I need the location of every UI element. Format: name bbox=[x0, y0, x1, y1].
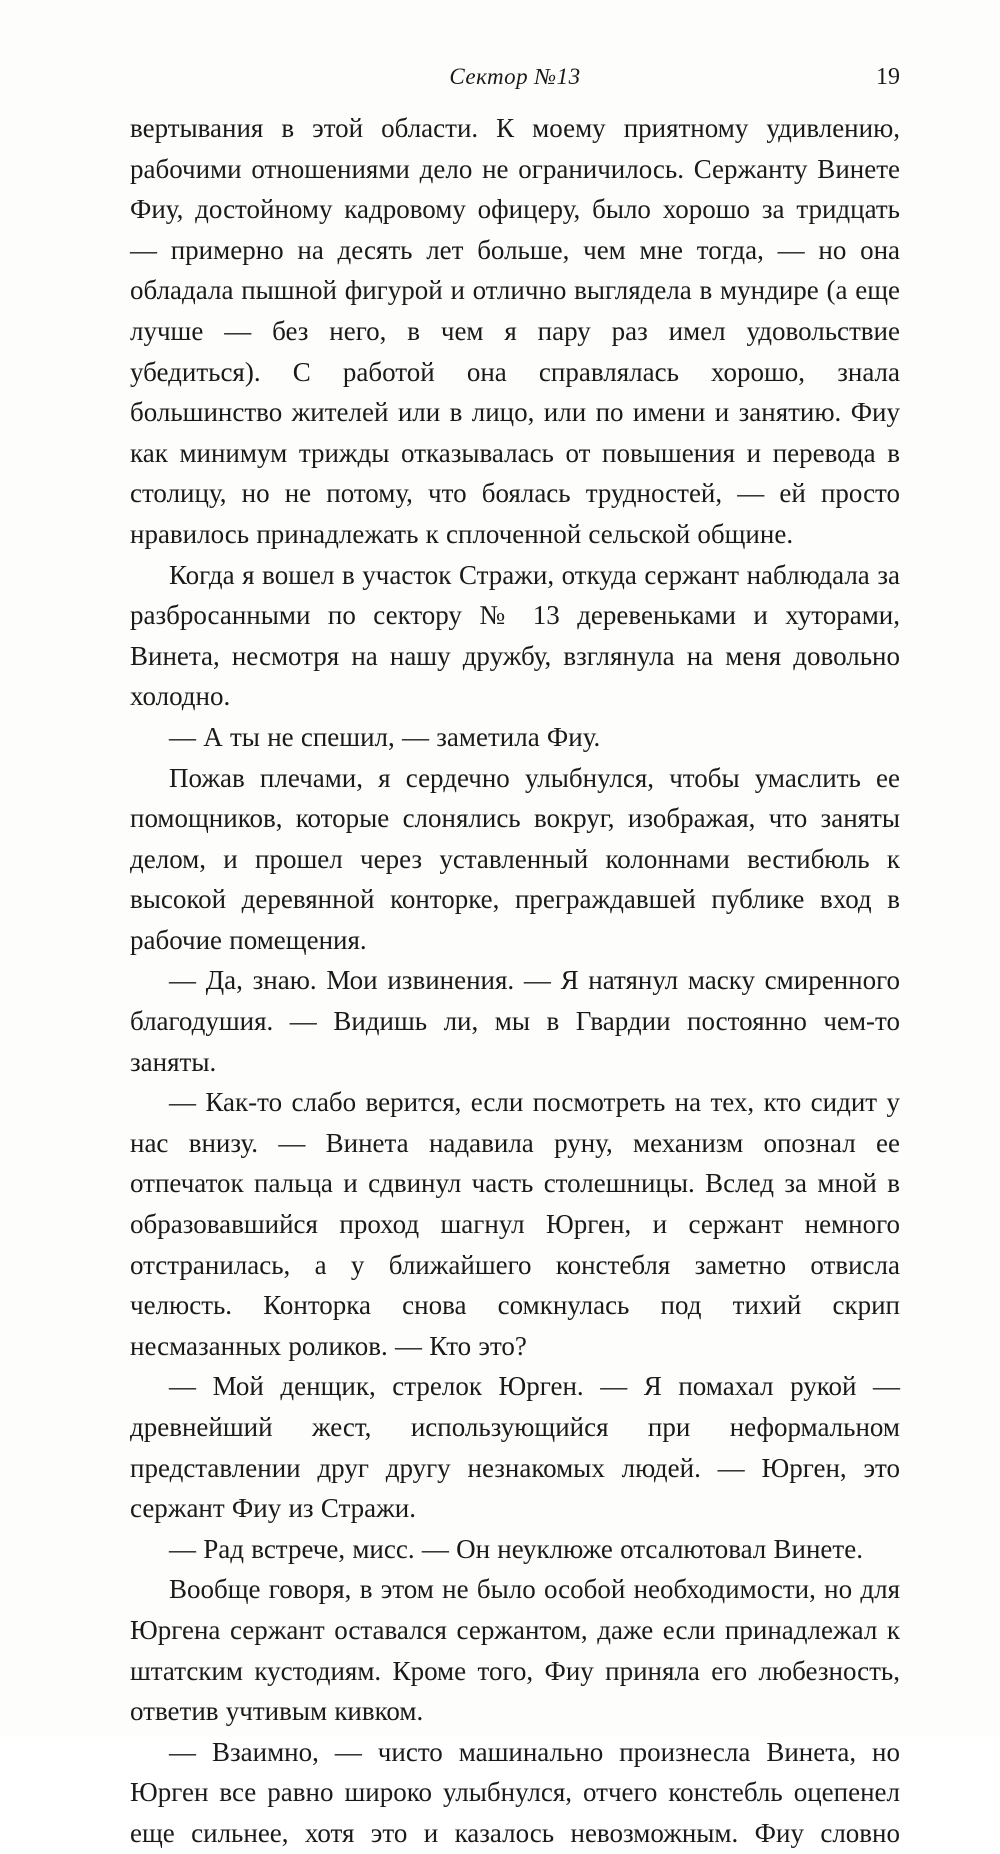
paragraph: Когда я вошел в участок Стражи, откуда сержант наблюдала за разбросанными по сектору № 13 деревеньками и хуторами, Винета, несмотря на нашу дружбу, взглянула на меня довольно холодно. bbox=[130, 559, 900, 712]
page-number: 19 bbox=[876, 64, 900, 90]
dialogue-line: — Как-то слабо верится, если посмотреть на тех, кто сидит у нас внизу. — Винета надавила руну, механизм опознал ее отпечаток пальца и сдвинул часть столешницы. Вслед за мной в образовавшийся проход шагнул Юрген, и сержант немного отстранилась, а у ближайшего констебля заметно отвисла челюсть. Конторка снова сомкнулась под тихий скрип несмазанных роликов. — Кто это? bbox=[130, 1087, 900, 1361]
dialogue-line: — Да, знаю. Мои извинения. — Я натянул маску смиренного благодушия. — Видишь ли, мы в Гвардии постоянно чем-то заняты. bbox=[130, 965, 900, 1077]
dialogue-line: — Взаимно, — чисто машинально произнесла Винета, но Юрген все равно широко улыбнулся, отчего констебль оцепенел еще сильнее, хотя это и казалось невозможным. Фиу словно bbox=[130, 1736, 900, 1848]
body-text bbox=[130, 108, 900, 1854]
dialogue-line: — Рад встрече, мисс. — Он неуклюже отсалютовал Винете. bbox=[169, 1533, 863, 1564]
paragraph: Пожав плечами, я сердечно улыбнулся, чтобы умаслить ее помощников, которые слонялись вокруг, изображая, что заняты делом, и прошел через уставленный колоннами вестибюль к высокой деревянной конторке, преграждавшей публике вход в рабочие помещения. bbox=[130, 762, 900, 955]
paragraph: Вообще говоря, в этом не было особой необходимости, но для Юргена сержант оставался сержантом, даже если принадлежал к штатским кустодиям. Кроме того, Фиу приняла его любезность, ответив учтивым кивком. bbox=[130, 1574, 900, 1727]
running-title: Сектор №13 bbox=[449, 64, 581, 89]
running-head bbox=[130, 62, 900, 92]
paragraph: вертывания в этой области. К моему приятному удивлению, рабочими отношениями дело не ограничилось. Сержанту Винете Фиу, достойному кадровому офицеру, было хорошо за тридцать — примерно на десять лет больше, чем мне тогда, — но она обладала пышной фигурой и отлично выглядела в мундире (а еще лучше — без него, в чем я пару раз имел удовольствие убедиться). С работой она справлялась хорошо, знала большинство жителей или в лицо, или по имени и занятию. Фиу как минимум трижды отказывалась от повышения и перевода в столицу, но не потому, что боялась трудностей, — ей просто нравилось принадлежать к сплоченной сельской общине. bbox=[130, 113, 900, 549]
dialogue-line: — А ты не спешил, — заметила Фиу. bbox=[169, 721, 601, 752]
dialogue-line: — Мой денщик, стрелок Юрген. — Я помахал рукой — древнейший жест, использующийся при неформальном представлении друг другу незнакомых людей. — Юрген, это сержант Фиу из Стражи. bbox=[130, 1371, 900, 1524]
